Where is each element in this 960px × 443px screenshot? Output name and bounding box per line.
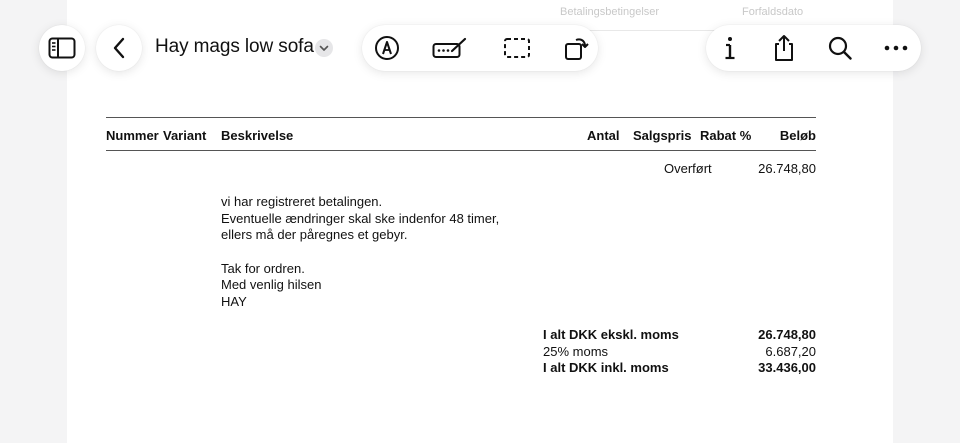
col-header-belob: Beløb <box>779 128 816 143</box>
more-button[interactable] <box>880 25 912 71</box>
message-line: vi har registreret betalingen. <box>221 194 383 209</box>
closing-line: HAY <box>221 294 247 309</box>
select-rect-icon <box>503 37 531 59</box>
message-line: ellers må der påregnes et gebyr. <box>221 227 408 242</box>
sidebar-icon <box>48 37 76 59</box>
share-icon <box>772 34 796 62</box>
markup-icon <box>374 35 400 61</box>
col-header-antal: Antal <box>587 128 620 143</box>
message-line: Eventuelle ændringer skal ske indenfor 48 timer, <box>221 211 500 226</box>
back-chevron-icon <box>112 37 126 59</box>
signature-icon <box>432 36 468 60</box>
info-icon <box>722 35 738 61</box>
vat-label: 25% moms <box>543 344 609 359</box>
title-chevron-icon <box>319 45 329 52</box>
sidebar-toggle-button[interactable] <box>39 25 85 71</box>
actions-toolbar <box>706 25 921 71</box>
vat-value: 6.687,20 <box>765 344 816 359</box>
share-button[interactable] <box>768 25 800 71</box>
carried-amount: 26.748,80 <box>758 161 816 176</box>
document-title[interactable]: Hay mags low sofa <box>155 36 314 57</box>
col-header-salgspris: Salgspris <box>633 128 692 143</box>
markup-button[interactable] <box>370 25 404 71</box>
closing-line: Med venlig hilsen <box>221 277 322 292</box>
due-date-header: Forfaldsdato <box>742 6 804 18</box>
col-header-variant: Variant <box>163 128 207 143</box>
payment-terms-header: Betalingsbetingelser <box>560 6 660 18</box>
col-header-rabat: Rabat % <box>700 128 752 143</box>
table-header-rule <box>106 150 816 151</box>
col-header-nummer: Nummer <box>106 128 159 143</box>
total-incl-value: 33.436,00 <box>758 360 816 375</box>
total-excl-label: I alt DKK ekskl. moms <box>543 327 679 342</box>
carried-label: Overført <box>664 161 712 176</box>
more-icon <box>884 45 908 51</box>
rotate-icon <box>563 35 589 61</box>
total-excl-value: 26.748,80 <box>758 327 816 342</box>
back-button[interactable] <box>96 25 142 71</box>
info-button[interactable] <box>714 25 746 71</box>
search-icon <box>828 36 852 60</box>
search-button[interactable] <box>824 25 856 71</box>
table-top-rule <box>106 117 816 118</box>
markup-toolbar <box>362 25 598 71</box>
rotate-button[interactable] <box>560 25 592 71</box>
signature-button[interactable] <box>430 25 470 71</box>
closing-line: Tak for ordren. <box>221 261 305 276</box>
title-menu-button[interactable] <box>315 39 333 57</box>
select-area-button[interactable] <box>500 25 534 71</box>
total-incl-label: I alt DKK inkl. moms <box>543 360 669 375</box>
col-header-beskrivelse: Beskrivelse <box>221 128 294 143</box>
